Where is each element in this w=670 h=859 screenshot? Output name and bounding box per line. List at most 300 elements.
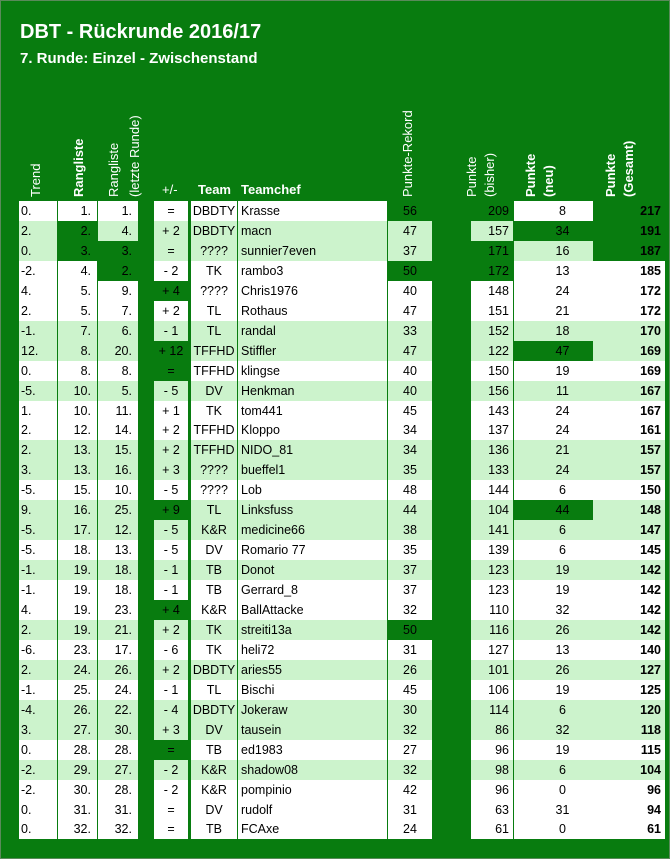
cell-diff: - 2 bbox=[154, 780, 188, 800]
cell-diff: - 5 bbox=[154, 480, 188, 500]
cell-neu: 26 bbox=[514, 660, 601, 680]
cell-team: DBDTY bbox=[191, 201, 237, 221]
cell-teamchef: BallAttacke bbox=[238, 600, 387, 620]
cell-neu: 6 bbox=[514, 700, 601, 720]
cell-rekord: 48 bbox=[388, 480, 432, 500]
cell-team: ???? bbox=[191, 480, 237, 500]
cell-rank: 19. bbox=[58, 600, 97, 620]
cell-teamchef: tausein bbox=[238, 720, 387, 740]
cell-rekord: 31 bbox=[388, 800, 432, 820]
cell-bisher: 114 bbox=[471, 700, 513, 720]
cell-bisher: 144 bbox=[471, 480, 513, 500]
cell-rank: 3. bbox=[58, 241, 97, 261]
cell-rekord: 47 bbox=[388, 221, 432, 241]
cell-teamchef: macn bbox=[238, 221, 387, 241]
table-row bbox=[19, 201, 667, 221]
cell-diff: + 1 bbox=[154, 401, 188, 421]
cell-prev-rank: 7. bbox=[98, 301, 138, 321]
cell-prev-rank: 25. bbox=[98, 500, 138, 520]
cell-trend: 0. bbox=[19, 819, 57, 839]
cell-teamchef: Donot bbox=[238, 560, 387, 580]
cell-neu: 0 bbox=[514, 780, 601, 800]
cell-prev-rank: 28. bbox=[98, 780, 138, 800]
cell-rekord: 35 bbox=[388, 540, 432, 560]
cell-teamchef: Linksfuss bbox=[238, 500, 387, 520]
cell-prev-rank: 16. bbox=[98, 460, 138, 480]
cell-gesamt: 169 bbox=[593, 341, 665, 361]
cell-trend: 2. bbox=[19, 440, 57, 460]
cell-neu: 21 bbox=[514, 440, 601, 460]
table-row bbox=[19, 520, 667, 540]
cell-team: K&R bbox=[191, 520, 237, 540]
table-row bbox=[19, 500, 667, 520]
cell-gesamt: 125 bbox=[593, 680, 665, 700]
table-row bbox=[19, 341, 667, 361]
cell-trend: -4. bbox=[19, 700, 57, 720]
cell-neu: 44 bbox=[514, 500, 601, 520]
cell-teamchef: Henkman bbox=[238, 381, 387, 401]
cell-teamchef: streiti13a bbox=[238, 620, 387, 640]
cell-rank: 17. bbox=[58, 520, 97, 540]
cell-rank: 25. bbox=[58, 680, 97, 700]
cell-rank: 1. bbox=[58, 201, 97, 221]
cell-rank: 30. bbox=[58, 780, 97, 800]
cell-rekord: 32 bbox=[388, 760, 432, 780]
cell-gesamt: 142 bbox=[593, 560, 665, 580]
table-row bbox=[19, 321, 667, 341]
cell-team: TK bbox=[191, 640, 237, 660]
cell-bisher: 143 bbox=[471, 401, 513, 421]
cell-bisher: 86 bbox=[471, 720, 513, 740]
cell-bisher: 110 bbox=[471, 600, 513, 620]
cell-teamchef: Romario 77 bbox=[238, 540, 387, 560]
table-row bbox=[19, 361, 667, 381]
cell-neu: 13 bbox=[514, 640, 601, 660]
cell-rekord: 37 bbox=[388, 241, 432, 261]
cell-prev-rank: 13. bbox=[98, 540, 138, 560]
cell-gesamt: 94 bbox=[593, 800, 665, 820]
cell-neu: 19 bbox=[514, 560, 601, 580]
cell-rekord: 50 bbox=[388, 261, 432, 281]
cell-bisher: 104 bbox=[471, 500, 513, 520]
cell-diff: - 5 bbox=[154, 381, 188, 401]
cell-rekord: 34 bbox=[388, 440, 432, 460]
cell-neu: 6 bbox=[514, 760, 601, 780]
cell-diff: - 1 bbox=[154, 580, 188, 600]
cell-rekord: 40 bbox=[388, 281, 432, 301]
table-row bbox=[19, 540, 667, 560]
cell-trend: -1. bbox=[19, 580, 57, 600]
cell-trend: 4. bbox=[19, 281, 57, 301]
cell-diff: + 3 bbox=[154, 460, 188, 480]
cell-prev-rank: 9. bbox=[98, 281, 138, 301]
cell-gesamt: 127 bbox=[593, 660, 665, 680]
cell-trend: -5. bbox=[19, 520, 57, 540]
table-row bbox=[19, 241, 667, 261]
cell-trend: 9. bbox=[19, 500, 57, 520]
cell-rekord: 27 bbox=[388, 740, 432, 760]
cell-teamchef: bueffel1 bbox=[238, 460, 387, 480]
cell-rank: 13. bbox=[58, 460, 97, 480]
header-rangliste-prev-line1: Rangliste bbox=[106, 142, 121, 197]
cell-team: ???? bbox=[191, 281, 237, 301]
cell-gesamt: 169 bbox=[593, 361, 665, 381]
cell-team: TFFHD bbox=[191, 341, 237, 361]
cell-team: DV bbox=[191, 381, 237, 401]
cell-team: DV bbox=[191, 800, 237, 820]
cell-neu: 19 bbox=[514, 361, 601, 381]
cell-teamchef: Bischi bbox=[238, 680, 387, 700]
cell-gesamt: 150 bbox=[593, 480, 665, 500]
table-row bbox=[19, 760, 667, 780]
table-row bbox=[19, 261, 667, 281]
header-teamchef: Teamchef bbox=[241, 182, 301, 197]
cell-gesamt: 142 bbox=[593, 620, 665, 640]
cell-neu: 19 bbox=[514, 680, 601, 700]
cell-rekord: 31 bbox=[388, 640, 432, 660]
cell-gesamt: 187 bbox=[593, 241, 665, 261]
header-team: Team bbox=[198, 182, 231, 197]
page-subtitle: 7. Runde: Einzel - Zwischenstand bbox=[20, 50, 258, 67]
cell-team: DBDTY bbox=[191, 660, 237, 680]
cell-neu: 24 bbox=[514, 460, 601, 480]
cell-teamchef: shadow08 bbox=[238, 760, 387, 780]
cell-rank: 13. bbox=[58, 440, 97, 460]
cell-bisher: 156 bbox=[471, 381, 513, 401]
cell-trend: 0. bbox=[19, 201, 57, 221]
cell-rank: 28. bbox=[58, 740, 97, 760]
cell-teamchef: Jokeraw bbox=[238, 700, 387, 720]
cell-gesamt: 185 bbox=[593, 261, 665, 281]
cell-prev-rank: 30. bbox=[98, 720, 138, 740]
cell-teamchef: NIDO_81 bbox=[238, 440, 387, 460]
cell-rekord: 26 bbox=[388, 660, 432, 680]
cell-gesamt: 167 bbox=[593, 381, 665, 401]
cell-bisher: 123 bbox=[471, 560, 513, 580]
cell-gesamt: 167 bbox=[593, 401, 665, 421]
cell-neu: 13 bbox=[514, 261, 601, 281]
cell-diff: + 12 bbox=[154, 341, 188, 361]
cell-trend: -5. bbox=[19, 480, 57, 500]
table-row bbox=[19, 819, 667, 839]
cell-bisher: 96 bbox=[471, 780, 513, 800]
cell-rekord: 35 bbox=[388, 460, 432, 480]
cell-neu: 31 bbox=[514, 800, 601, 820]
cell-teamchef: FCAxe bbox=[238, 819, 387, 839]
cell-rank: 27. bbox=[58, 720, 97, 740]
cell-trend: 3. bbox=[19, 460, 57, 480]
table-row bbox=[19, 660, 667, 680]
cell-team: TK bbox=[191, 401, 237, 421]
cell-rekord: 34 bbox=[388, 420, 432, 440]
table-row bbox=[19, 700, 667, 720]
header-diff: +/- bbox=[162, 182, 178, 197]
cell-neu: 19 bbox=[514, 580, 601, 600]
cell-rekord: 47 bbox=[388, 301, 432, 321]
cell-rekord: 30 bbox=[388, 700, 432, 720]
cell-rekord: 56 bbox=[388, 201, 432, 221]
cell-team: TL bbox=[191, 321, 237, 341]
cell-team: DBDTY bbox=[191, 221, 237, 241]
cell-diff: + 9 bbox=[154, 500, 188, 520]
table-row bbox=[19, 301, 667, 321]
table-row bbox=[19, 381, 667, 401]
cell-team: TB bbox=[191, 560, 237, 580]
cell-team: TK bbox=[191, 261, 237, 281]
cell-trend: 12. bbox=[19, 341, 57, 361]
table-row bbox=[19, 780, 667, 800]
cell-trend: 0. bbox=[19, 241, 57, 261]
cell-gesamt: 104 bbox=[593, 760, 665, 780]
cell-diff: - 1 bbox=[154, 680, 188, 700]
table-row bbox=[19, 580, 667, 600]
page-title: DBT - Rückrunde 2016/17 bbox=[20, 21, 262, 43]
cell-team: TB bbox=[191, 580, 237, 600]
cell-gesamt: 157 bbox=[593, 460, 665, 480]
cell-prev-rank: 14. bbox=[98, 420, 138, 440]
cell-bisher: 106 bbox=[471, 680, 513, 700]
cell-prev-rank: 32. bbox=[98, 819, 138, 839]
cell-rekord: 40 bbox=[388, 381, 432, 401]
cell-diff: = bbox=[154, 201, 188, 221]
cell-team: TFFHD bbox=[191, 440, 237, 460]
cell-trend: 0. bbox=[19, 800, 57, 820]
cell-neu: 0 bbox=[514, 819, 601, 839]
cell-diff: + 2 bbox=[154, 440, 188, 460]
cell-rekord: 45 bbox=[388, 401, 432, 421]
cell-rank: 7. bbox=[58, 321, 97, 341]
cell-team: TK bbox=[191, 620, 237, 640]
cell-gesamt: 142 bbox=[593, 580, 665, 600]
cell-team: TL bbox=[191, 680, 237, 700]
table-row bbox=[19, 740, 667, 760]
table-row bbox=[19, 401, 667, 421]
cell-team: TB bbox=[191, 819, 237, 839]
cell-bisher: 98 bbox=[471, 760, 513, 780]
cell-gesamt: 61 bbox=[593, 819, 665, 839]
cell-diff: + 2 bbox=[154, 301, 188, 321]
cell-bisher: 139 bbox=[471, 540, 513, 560]
cell-prev-rank: 26. bbox=[98, 660, 138, 680]
cell-prev-rank: 28. bbox=[98, 740, 138, 760]
cell-rekord: 37 bbox=[388, 580, 432, 600]
cell-rank: 8. bbox=[58, 361, 97, 381]
cell-neu: 16 bbox=[514, 241, 601, 261]
cell-rank: 2. bbox=[58, 221, 97, 241]
cell-diff: + 2 bbox=[154, 660, 188, 680]
table-row bbox=[19, 460, 667, 480]
cell-bisher: 151 bbox=[471, 301, 513, 321]
cell-team: ???? bbox=[191, 460, 237, 480]
cell-diff: - 1 bbox=[154, 560, 188, 580]
header-rangliste-prev-line2: (letzte Runde) bbox=[127, 115, 142, 197]
cell-diff: + 2 bbox=[154, 420, 188, 440]
cell-teamchef: aries55 bbox=[238, 660, 387, 680]
cell-gesamt: 161 bbox=[593, 420, 665, 440]
cell-trend: 3. bbox=[19, 720, 57, 740]
cell-neu: 6 bbox=[514, 520, 601, 540]
cell-prev-rank: 24. bbox=[98, 680, 138, 700]
cell-teamchef: rudolf bbox=[238, 800, 387, 820]
cell-gesamt: 147 bbox=[593, 520, 665, 540]
cell-prev-rank: 17. bbox=[98, 640, 138, 660]
cell-gesamt: 191 bbox=[593, 221, 665, 241]
cell-team: K&R bbox=[191, 780, 237, 800]
cell-bisher: 141 bbox=[471, 520, 513, 540]
cell-gesamt: 172 bbox=[593, 281, 665, 301]
cell-gesamt: 145 bbox=[593, 540, 665, 560]
cell-rank: 8. bbox=[58, 341, 97, 361]
cell-bisher: 172 bbox=[471, 261, 513, 281]
cell-diff: - 4 bbox=[154, 700, 188, 720]
cell-gesamt: 142 bbox=[593, 600, 665, 620]
cell-rank: 19. bbox=[58, 620, 97, 640]
cell-bisher: 152 bbox=[471, 321, 513, 341]
cell-gesamt: 217 bbox=[593, 201, 665, 221]
cell-rank: 10. bbox=[58, 381, 97, 401]
cell-trend: 2. bbox=[19, 660, 57, 680]
cell-trend: 2. bbox=[19, 620, 57, 640]
cell-trend: 1. bbox=[19, 401, 57, 421]
cell-diff: + 4 bbox=[154, 600, 188, 620]
cell-prev-rank: 11. bbox=[98, 401, 138, 421]
cell-neu: 47 bbox=[514, 341, 601, 361]
cell-diff: + 2 bbox=[154, 221, 188, 241]
cell-diff: - 5 bbox=[154, 520, 188, 540]
cell-rank: 5. bbox=[58, 301, 97, 321]
cell-neu: 24 bbox=[514, 401, 601, 421]
cell-trend: 2. bbox=[19, 301, 57, 321]
cell-teamchef: heli72 bbox=[238, 640, 387, 660]
cell-neu: 6 bbox=[514, 480, 601, 500]
header-neu-line1: Punkte bbox=[523, 153, 538, 197]
cell-trend: 2. bbox=[19, 420, 57, 440]
cell-teamchef: Rothaus bbox=[238, 301, 387, 321]
cell-bisher: 133 bbox=[471, 460, 513, 480]
header-bisher-line1: Punkte bbox=[464, 156, 479, 197]
cell-diff: = bbox=[154, 241, 188, 261]
cell-bisher: 157 bbox=[471, 221, 513, 241]
cell-rank: 26. bbox=[58, 700, 97, 720]
cell-bisher: 150 bbox=[471, 361, 513, 381]
cell-prev-rank: 18. bbox=[98, 560, 138, 580]
cell-teamchef: rambo3 bbox=[238, 261, 387, 281]
cell-rank: 12. bbox=[58, 420, 97, 440]
cell-prev-rank: 23. bbox=[98, 600, 138, 620]
cell-bisher: 61 bbox=[471, 819, 513, 839]
cell-teamchef: Stiffler bbox=[238, 341, 387, 361]
cell-team: ???? bbox=[191, 241, 237, 261]
cell-neu: 24 bbox=[514, 281, 601, 301]
cell-trend: 2. bbox=[19, 221, 57, 241]
cell-neu: 18 bbox=[514, 321, 601, 341]
cell-trend: -2. bbox=[19, 760, 57, 780]
cell-teamchef: Gerrard_8 bbox=[238, 580, 387, 600]
cell-diff: + 4 bbox=[154, 281, 188, 301]
cell-teamchef: Lob bbox=[238, 480, 387, 500]
cell-teamchef: sunnier7even bbox=[238, 241, 387, 261]
cell-bisher: 101 bbox=[471, 660, 513, 680]
cell-neu: 21 bbox=[514, 301, 601, 321]
table-row bbox=[19, 680, 667, 700]
cell-neu: 11 bbox=[514, 381, 601, 401]
table-row bbox=[19, 420, 667, 440]
table-row bbox=[19, 480, 667, 500]
cell-teamchef: Chris1976 bbox=[238, 281, 387, 301]
cell-team: TL bbox=[191, 500, 237, 520]
cell-diff: - 1 bbox=[154, 321, 188, 341]
table-row bbox=[19, 221, 667, 241]
cell-bisher: 96 bbox=[471, 740, 513, 760]
cell-prev-rank: 18. bbox=[98, 580, 138, 600]
cell-trend: -2. bbox=[19, 261, 57, 281]
cell-rank: 19. bbox=[58, 560, 97, 580]
cell-trend: 4. bbox=[19, 600, 57, 620]
cell-gesamt: 96 bbox=[593, 780, 665, 800]
cell-bisher: 123 bbox=[471, 580, 513, 600]
cell-diff: - 2 bbox=[154, 760, 188, 780]
cell-teamchef: randal bbox=[238, 321, 387, 341]
table-row bbox=[19, 560, 667, 580]
cell-rank: 16. bbox=[58, 500, 97, 520]
cell-gesamt: 172 bbox=[593, 301, 665, 321]
header-rangliste: Rangliste bbox=[71, 138, 86, 197]
cell-rank: 15. bbox=[58, 480, 97, 500]
header-gesamt-line1: Punkte bbox=[603, 153, 618, 197]
cell-diff: = bbox=[154, 361, 188, 381]
cell-rank: 18. bbox=[58, 540, 97, 560]
cell-prev-rank: 21. bbox=[98, 620, 138, 640]
cell-rank: 19. bbox=[58, 580, 97, 600]
cell-trend: -1. bbox=[19, 680, 57, 700]
cell-prev-rank: 8. bbox=[98, 361, 138, 381]
cell-prev-rank: 10. bbox=[98, 480, 138, 500]
cell-teamchef: Kloppo bbox=[238, 420, 387, 440]
cell-teamchef: pompinio bbox=[238, 780, 387, 800]
table-row bbox=[19, 440, 667, 460]
cell-team: DV bbox=[191, 720, 237, 740]
cell-prev-rank: 15. bbox=[98, 440, 138, 460]
cell-neu: 6 bbox=[514, 540, 601, 560]
cell-trend: -1. bbox=[19, 560, 57, 580]
cell-diff: - 6 bbox=[154, 640, 188, 660]
cell-bisher: 171 bbox=[471, 241, 513, 261]
cell-rekord: 45 bbox=[388, 680, 432, 700]
cell-bisher: 122 bbox=[471, 341, 513, 361]
cell-diff: + 2 bbox=[154, 620, 188, 640]
cell-trend: -2. bbox=[19, 780, 57, 800]
cell-prev-rank: 6. bbox=[98, 321, 138, 341]
cell-gesamt: 148 bbox=[593, 500, 665, 520]
cell-gesamt: 115 bbox=[593, 740, 665, 760]
cell-teamchef: ed1983 bbox=[238, 740, 387, 760]
cell-rekord: 47 bbox=[388, 341, 432, 361]
cell-neu: 26 bbox=[514, 620, 601, 640]
cell-trend: -5. bbox=[19, 381, 57, 401]
cell-prev-rank: 20. bbox=[98, 341, 138, 361]
cell-rekord: 40 bbox=[388, 361, 432, 381]
cell-neu: 19 bbox=[514, 740, 601, 760]
cell-rank: 31. bbox=[58, 800, 97, 820]
cell-diff: - 2 bbox=[154, 261, 188, 281]
cell-diff: - 5 bbox=[154, 540, 188, 560]
cell-team: K&R bbox=[191, 600, 237, 620]
cell-prev-rank: 22. bbox=[98, 700, 138, 720]
cell-bisher: 136 bbox=[471, 440, 513, 460]
header-neu-line2: (neu) bbox=[541, 165, 556, 197]
cell-rekord: 33 bbox=[388, 321, 432, 341]
cell-team: TFFHD bbox=[191, 420, 237, 440]
